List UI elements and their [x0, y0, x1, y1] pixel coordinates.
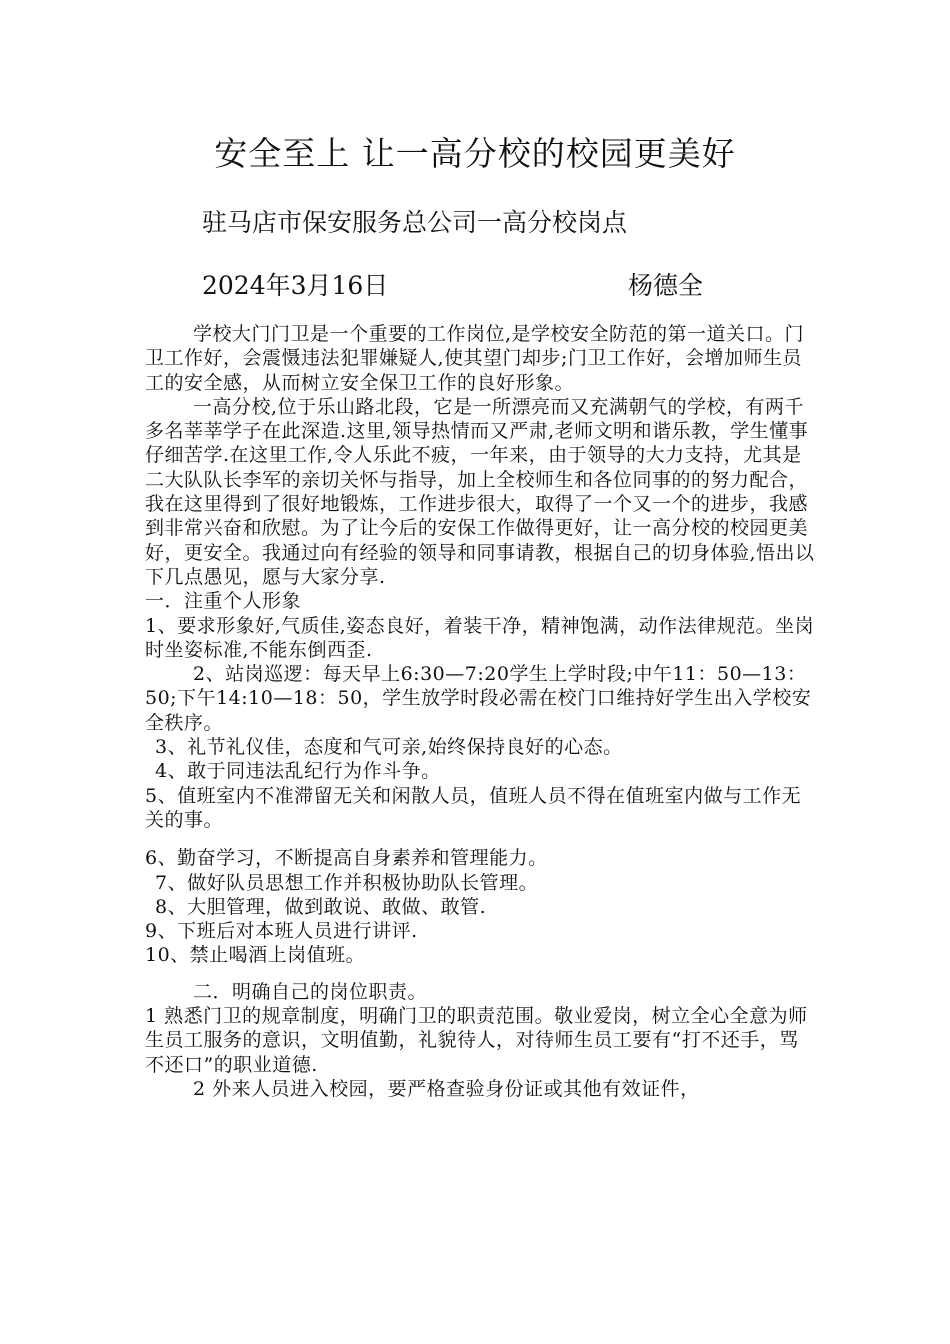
section-2-heading: 二．明确自己的岗位职责。	[193, 980, 428, 1003]
document-subtitle: 驻马店市保安服务总公司一高分校岗点	[202, 208, 628, 237]
section-1-heading: 一．注重个人形象	[145, 590, 302, 613]
intro-paragraph-1: 学校大门门卫是一个重要的工作岗位,是学校安全防范的第一道关口。门卫工作好，会震慑违法犯罪嫌疑人,使其望门却步;门卫工作好，会增加师生员工的安全感，从而树立安全保卫工作的良好形象。	[145, 323, 805, 394]
intro-paragraph-2: 一高分校,位于乐山路北段，它是一所漂亮而又充满朝气的学校，有两千多名莘莘学子在此深造.这里,领导热情而又严肃,老师文明和谐乐教，学生懂事仔细苦学.在这里工作,令人乐此不疲，一年来，由于领导的大力支持，尤其是二大队队长李军的亲切关怀与指导，加上全校师生和各位同事的的努力配合，我在这里得到了很好地锻炼，工作进步很大，取得了一个又一个的进步，我感到非常兴奋和欣慰。为了让今后的安保工作做得更好，让一高分校的校园更美好，更安全。我通过向有经验的领导和同事请教，根据自己的切身体验,悟出以下几点愚见，愿与大家分享.	[145, 395, 815, 588]
section-1-item-10: 10、禁止喝酒上岗值班。	[145, 944, 366, 967]
section-1-item-4: 4、敢于同违法乱纪行为作斗争。	[155, 760, 441, 783]
section-1-item-7: 7、做好队员思想工作并积极协助队长管理。	[155, 871, 539, 894]
section-1-item-8: 8、大胆管理，做到敢说、敢做、敢管.	[155, 895, 487, 918]
section-1-item-6: 6、勤奋学习，不断提高自身素养和管理能力。	[145, 847, 548, 870]
section-2-item-1: 1 熟悉门卫的规章制度，明确门卫的职责范围。敬业爱岗，树立全心全意为师生员工服务的意识，文明值勤，礼貌待人，对待师生员工要有“打不还手，骂不还口”的职业道德.	[145, 1005, 808, 1076]
section-1-item-1: 1、要求形象好,气质佳,姿态良好，着装干净，精神饱满，动作法律规范。坐岗时坐姿标准,不能东倒西歪.	[145, 614, 815, 661]
section-2-item-2: 2 外来人员进入校园，要严格查验身份证或其他有效证件，	[193, 1077, 700, 1100]
section-1-item-2: 2、站岗巡逻：每天早上6:30—7:20学生上学时段;中午11：50—13：50;下午14:10—18：50，学生放学时段必需在校门口维持好学生出入学校安全秩序。	[145, 663, 812, 734]
section-1-item-3: 3、礼节礼仪佳，态度和气可亲,始终保持良好的心态。	[155, 736, 623, 759]
section-1-item-5: 5、值班室内不准滞留无关和闲散人员，值班人员不得在值班室内做与工作无关的事。	[145, 784, 802, 831]
document-body	[145, 322, 817, 1101]
section-1-item-9: 9、下班后对本班人员进行讲评.	[145, 920, 418, 943]
document-author: 杨德全	[628, 271, 704, 300]
document-title: 安全至上 让一高分校的校园更美好	[214, 134, 736, 173]
document-date: 2024年3月16日	[202, 271, 389, 300]
